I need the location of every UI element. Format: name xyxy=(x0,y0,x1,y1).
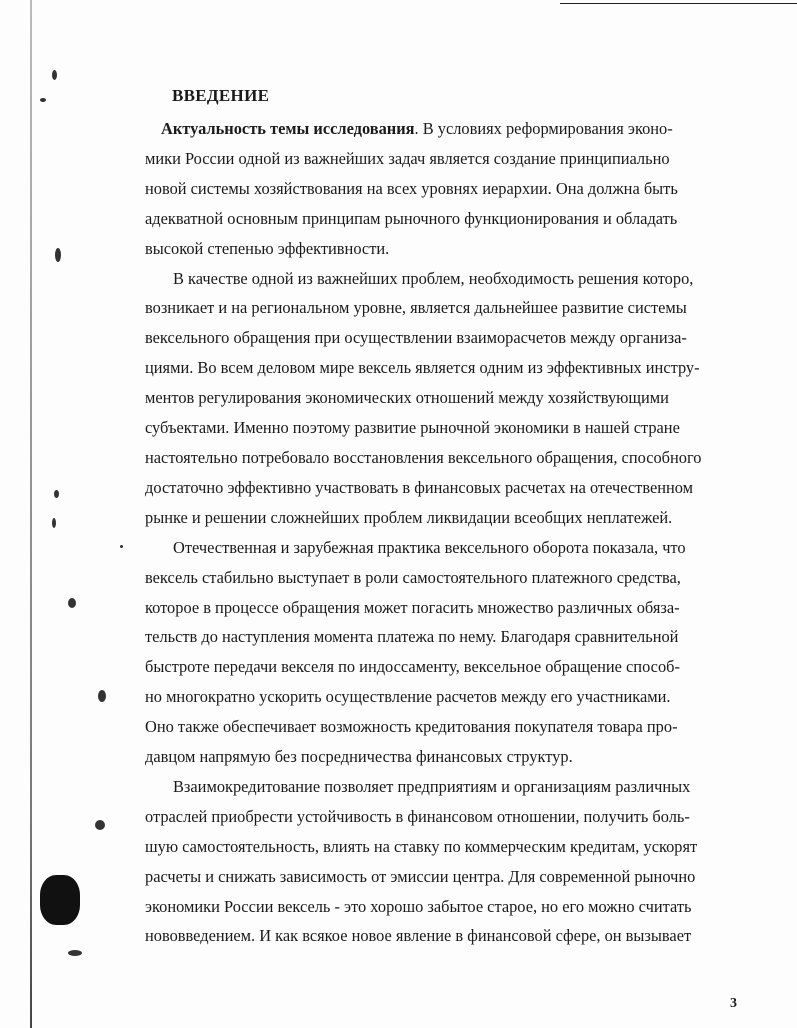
scan-speck xyxy=(98,690,106,702)
paragraph-line: рынке и решении сложнейших проблем ликвидации всеобщих неплатежей. xyxy=(145,507,673,527)
document-body xyxy=(145,114,755,951)
paragraph-line: ментов регулирования экономических отношений между хозяйствующими xyxy=(145,388,669,408)
document-heading: ВВЕДЕНИЕ xyxy=(172,86,270,105)
page-number: 3 xyxy=(730,996,737,1011)
paragraph-line: Актуальность темы исследования. В условиях реформирования эконо- xyxy=(161,119,673,138)
paragraph-line: новой системы хозяйствования на всех уровнях иерархии. Она должна быть xyxy=(145,178,678,198)
paragraph-line: Взаимокредитование позволяет предприятиям и организациям различных xyxy=(173,776,691,796)
scan-speck xyxy=(52,518,56,528)
paragraph-line: нововведением. И как всякое новое явление в финансовой сфере, он вызывает xyxy=(145,926,692,946)
scan-speck xyxy=(68,950,82,956)
bold-lead: Актуальность темы исследования xyxy=(161,119,415,138)
paragraph-line: В качестве одной из важнейших проблем, необходимость решения которо, xyxy=(173,268,694,288)
scan-left-edge xyxy=(30,0,32,1028)
paragraph-line: возникает и на региональном уровне, является дальнейшее развитие системы xyxy=(145,298,687,318)
scan-top-rule xyxy=(560,3,797,4)
paragraph-line: быстроте передачи векселя по индоссаменту, вексельное обращение способ- xyxy=(145,657,680,677)
paragraph-line: расчеты и снижать зависимость от эмиссии центра. Для современной рыночно xyxy=(145,866,696,886)
paragraph-line: экономики России вексель - это хорошо забытое старое, но его можно считать xyxy=(145,896,692,916)
scan-blot xyxy=(40,875,80,925)
paragraph-line: адекватной основным принципам рыночного функционирования и обладать xyxy=(145,208,678,228)
paragraph-line: вексель стабильно выступает в роли самостоятельного платежного средства, xyxy=(145,567,681,587)
scan-speck xyxy=(95,820,105,830)
paragraph-line: Отечественная и зарубежная практика вексельного оборота показала, что xyxy=(173,537,686,557)
paragraph-line: циями. Во всем деловом мире вексель является одним из эффективных инстру- xyxy=(145,358,700,378)
scan-speck xyxy=(120,545,123,548)
paragraph-line: тельств до наступления момента платежа по нему. Благодаря сравнительной xyxy=(145,627,679,647)
paragraph-line: которое в процессе обращения может погасить множество различных обяза- xyxy=(145,597,680,617)
paragraph-line: настоятельно потребовало восстановления вексельного обращения, способного xyxy=(145,447,702,467)
paragraph-line: шую самостоятельность, влиять на ставку по коммерческим кредитам, ускорят xyxy=(145,836,698,856)
scan-speck xyxy=(55,248,61,262)
paragraph-line: отраслей приобрести устойчивость в финансовом отношении, получить боль- xyxy=(145,806,690,826)
scan-speck xyxy=(68,598,76,608)
paragraph-line: Оно также обеспечивает возможность кредитования покупателя товара про- xyxy=(145,717,678,737)
scan-speck xyxy=(40,98,46,102)
paragraph-line: мики России одной из важнейших задач является создание принципиально xyxy=(145,148,670,168)
paragraph-line: но многократно ускорить осуществление расчетов между его участниками. xyxy=(145,687,671,707)
paragraph-line: вексельного обращения при осуществлении взаиморасчетов между организа- xyxy=(145,328,687,348)
paragraph-line: субъектами. Именно поэтому развитие рыночной экономики в нашей стране xyxy=(145,418,680,438)
paragraph-line: высокой степенью эффективности. xyxy=(145,238,390,258)
scan-speck xyxy=(54,490,59,498)
scan-speck xyxy=(52,70,57,80)
paragraph-line: давцом напрямую без посредничества финансовых структур. xyxy=(145,747,573,767)
paragraph-line: достаточно эффективно участвовать в финансовых расчетах на отечественном xyxy=(145,477,694,497)
